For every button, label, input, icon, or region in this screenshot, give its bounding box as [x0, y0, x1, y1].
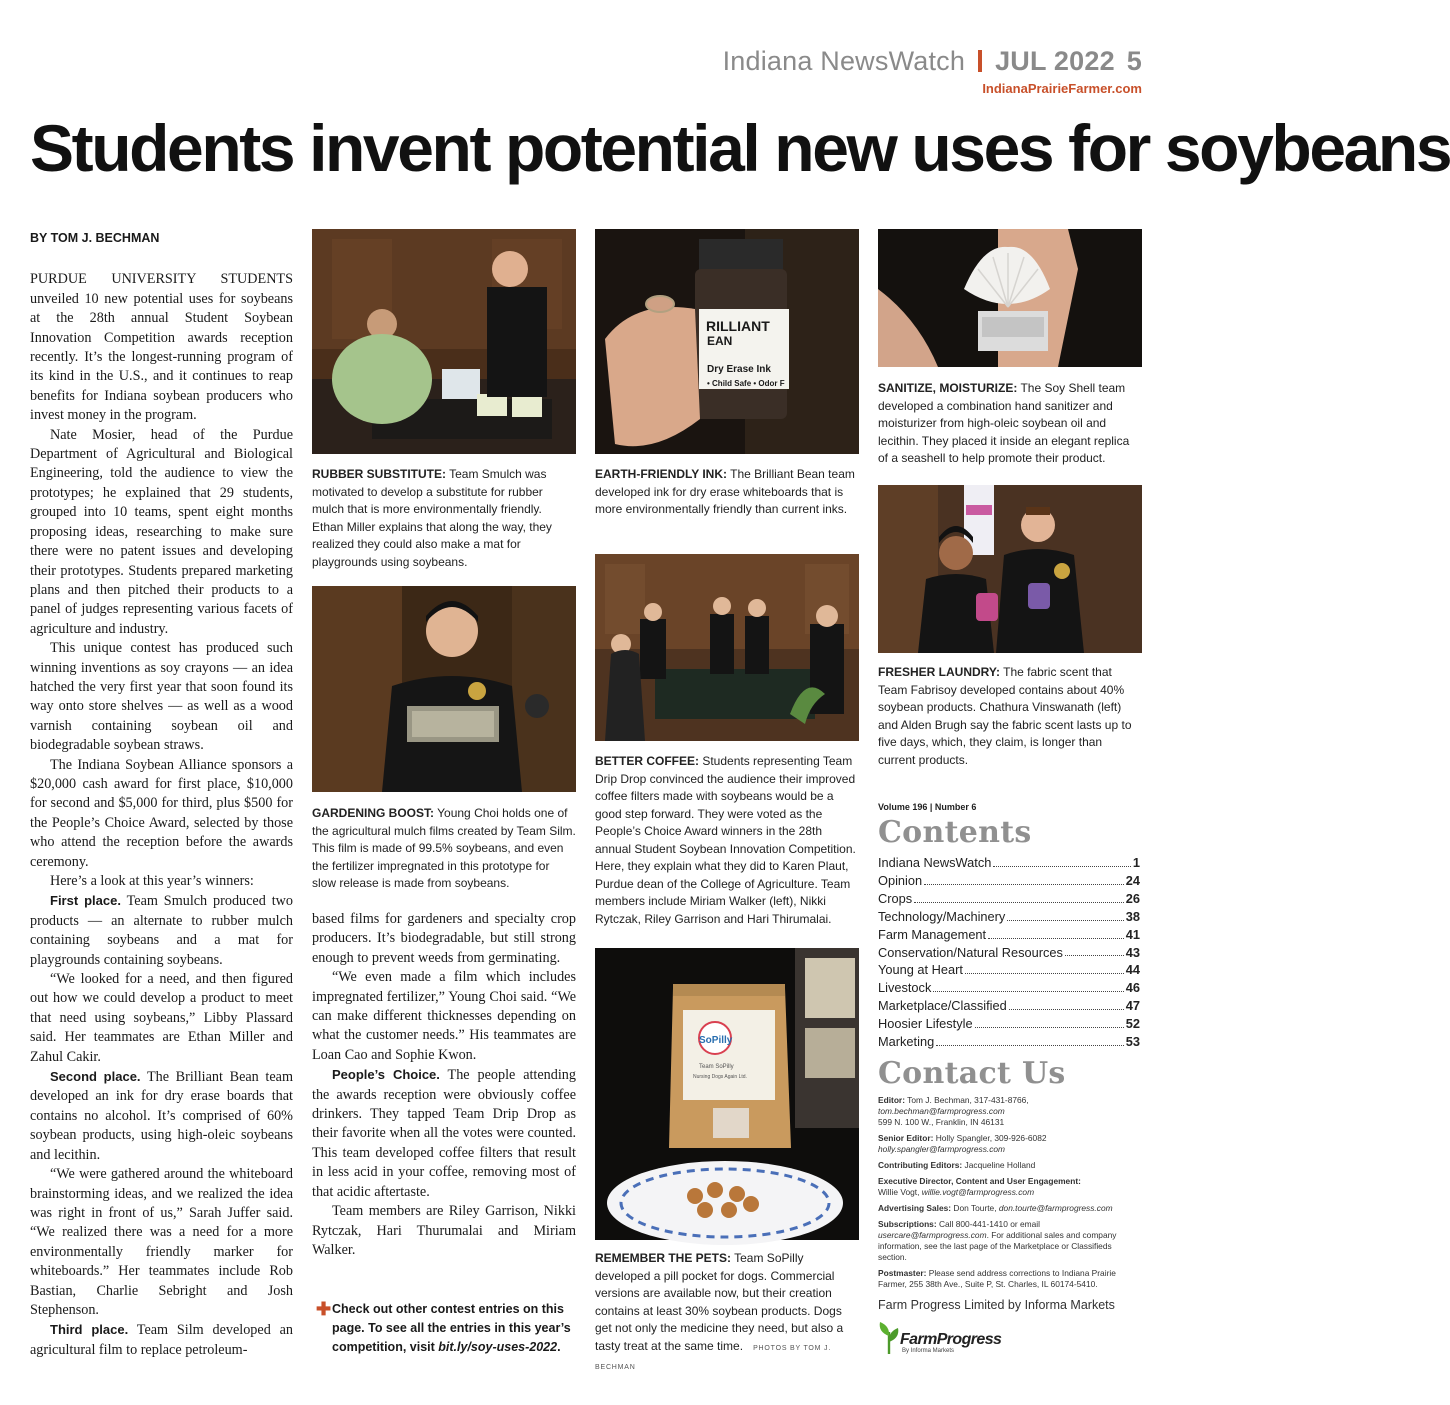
- table-of-contents: [878, 854, 1140, 1051]
- photo-better-coffee: [595, 554, 859, 741]
- article-paragraph: Third place. Team Silm developed an agricultural film to replace petroleum-: [30, 1322, 293, 1358]
- article-headline: Students invent potential new uses for soybeans: [30, 111, 1450, 185]
- contact-contributing: Contributing Editors: Jacqueline Holland: [878, 1159, 1036, 1170]
- bag-label-text-2: Nursing Dogs Again Ltd.: [693, 1074, 747, 1080]
- jar-label-brand: RILLIANT: [706, 318, 770, 334]
- toc-item[interactable]: Marketplace/Classified 47: [878, 998, 1140, 1014]
- executive-email[interactable]: willie.vogt@farmprogress.com: [921, 1186, 1035, 1197]
- photo-credit: PHOTOS BY TOM J. BECHMAN: [595, 1344, 832, 1371]
- contact-advertising: Advertising Sales: Don Tourte, don.tourte@farmprogress.com: [878, 1202, 1113, 1213]
- toc-item[interactable]: Farm Management 41: [878, 926, 1140, 942]
- advertising-email[interactable]: don.tourte@farmprogress.com: [998, 1202, 1113, 1213]
- site-link[interactable]: IndianaPrairieFarmer.com: [982, 81, 1142, 96]
- toc-item[interactable]: Conservation/Natural Resources 43: [878, 944, 1140, 960]
- farm-progress-logo: [878, 1320, 1140, 1354]
- editor-email[interactable]: tom.bechman@farmprogress.com: [878, 1105, 1005, 1116]
- masthead-separator: [978, 50, 982, 72]
- contact-postmaster: Postmaster: Please send address corrections to Indiana Prairie Farmer, 255 38th Ave., Suite P, St. Charles, IL 60174-5410.: [878, 1267, 1116, 1289]
- toc-item[interactable]: Technology/Machinery 38: [878, 908, 1140, 924]
- toc-item[interactable]: Indiana NewsWatch 1: [878, 855, 1140, 870]
- photo-remember-the-pets: [595, 948, 859, 1240]
- caption-rubber-substitute: RUBBER SUBSTITUTE: Team Smulch was motivated to develop a substitute for rubber mulch that is more environmentally friendly. Ethan Miller explains that along the way, they realized they could also make a mat for playgrounds using soybeans.: [312, 467, 552, 569]
- photo-gardening-boost: [312, 586, 576, 792]
- jar-label-brand-2: EAN: [707, 334, 733, 348]
- article-paragraph: PURDUE UNIVERSITY STUDENTS unveiled 10 new potential uses for soybeans at the 28th annual Student Soybean Innovation Competition awards reception recently. It’s the longest-running program of its kind in the U.S., and it continues to reap benefits for Indiana soybean producers who invest money in the program.: [30, 271, 293, 424]
- issue-date: JUL 2022: [995, 46, 1115, 76]
- jar-label-line-1: Dry Erase Ink: [707, 364, 771, 375]
- caption-remember-the-pets: REMEMBER THE PETS: Team SoPilly developed a pill pocket for dogs. Commercial versions are available now, but their creation contains at least 30% soybean products. Dogs get not only the medicine they need, but also a tasty treat at the same time. PHOTOS BY TOM J. BECHMAN: [595, 1251, 844, 1371]
- contest-callout: ✚ Check out other contest entries on this page. To see all the entries in this year’s competition, visit bit.ly/soy-uses-2022.: [316, 1299, 571, 1354]
- article-paragraph: Here’s a look at this year’s winners:: [50, 873, 254, 889]
- leaf-icon: [878, 1320, 900, 1354]
- farm-progress-wordmark: FarmProgress: [900, 1330, 1002, 1348]
- jar-label-line-2: • Child Safe • Odor F: [707, 379, 785, 388]
- photo-fresher-laundry: [878, 485, 1142, 653]
- toc-item[interactable]: Marketing 53: [878, 1034, 1140, 1050]
- contact-editor: Editor: Tom J. Bechman, 317-431-8766, tom.bechman@farmprogress.com 599 N. 100 W., Franklin, IN 46131: [878, 1094, 1029, 1127]
- page-number: 5: [1126, 46, 1142, 76]
- bag-label-text-1: Team SoPilly: [699, 1064, 734, 1070]
- article-paragraph: This unique contest has produced such winning inventions as soy crayons — an idea hatched the very first year that soon found its way onto store shelves — as well as a wood varnish containing soybean oil and biodegradable soybean straws.: [30, 640, 293, 754]
- plus-icon: ✚: [316, 1299, 332, 1319]
- photo-rubber-substitute: [312, 229, 576, 454]
- publisher-line: Farm Progress Limited by Informa Markets: [878, 1297, 1115, 1312]
- article-paragraph: “We even made a film which includes impregnated fertilizer,” Young Choi said. “We can make different thicknesses depending on what the customer needs.” His teammates are Loan Cao and Sophie Kwon.: [312, 969, 576, 1063]
- article-paragraph: Second place. The Brilliant Bean team developed an ink for dry erase boards that contains no alcohol. It’s comprised of 60% soybean products, using high-oleic soybeans and lecithin.: [30, 1069, 294, 1163]
- photo-earth-friendly-ink: [595, 229, 859, 454]
- article-paragraph: Nate Mosier, head of the Purdue Department of Agricultural and Biological Engineering, told the audience to view the prototypes; he explained that 29 students, grouped into 10 teams, spent eight months proposing ideas, researching to make sure there were no patent issues and developing their prototypes. Students prepared marketing plans and then pitched their products to a panel of judges representing various facets of agriculture and industry.: [30, 426, 293, 637]
- caption-fresher-laundry: FRESHER LAUNDRY: The fabric scent that Team Fabrisoy developed contains about 40% soybean products. Chathura Vinswanath (left) and Alden Brugh say the fabric scent lasts up to five days, which, they claim, is longer than current products.: [878, 665, 1132, 767]
- article-paragraph: based films for gardeners and specialty crop producers. It’s biodegradable, but still strong enough to prevent weeds from germinating.: [312, 911, 576, 966]
- caption-gardening-boost: GARDENING BOOST: Young Choi holds one of the agricultural mulch films created by Team Silm. This film is made of 99.5% soybeans, and even the fertilizer impregnated in this prototype for slow release is made from soybeans.: [312, 806, 576, 890]
- article-paragraph: First place. Team Smulch produced two products — an alternate to rubber mulch containing soybeans and a mat for playgrounds containing soybeans.: [30, 893, 293, 968]
- article-column-1: [30, 229, 293, 1360]
- toc-item[interactable]: Opinion 24: [878, 872, 1140, 888]
- byline: BY TOM J. BECHMAN: [30, 231, 160, 245]
- farm-progress-subline: By Informa Markets: [902, 1347, 955, 1354]
- article-paragraph: “We looked for a need, and then figured out how we could develop a product to meet that need using soybeans,” Libby Plassard said. Her teammates are Ethan Miller and Zahul Cakir.: [30, 971, 293, 1065]
- caption-earth-friendly-ink: EARTH-FRIENDLY INK: The Brilliant Bean team developed ink for dry erase whiteboards that is more environmentally friendly than current inks.: [595, 467, 855, 516]
- caption-sanitize-moisturize: SANITIZE, MOISTURIZE: The Soy Shell team developed a combination hand sanitizer and moisturizer from high-oleic soybean oil and lecithin. They placed it inside an elegant replica of a seashell to help promote their product.: [878, 381, 1130, 465]
- caption-better-coffee: BETTER COFFEE: Students representing Team Drip Drop convinced the audience their improved coffee filters made with soybeans would be a good step forward. They were voted as the People’s Choice Award winners in the 28th annual Student Soybean Innovation Competition. Here, they explain what they did to Karen Plaut, Purdue dean of the College of Agriculture. Team members include Miriam Walker (left), Nikki Rytczak, Riley Garrison and Hari Thirumalai.: [595, 754, 856, 926]
- contact-subscriptions: Subscriptions: Call 800-441-1410 or email usercare@farmprogress.com. For additional sales and company information, see the last page of the Marketplace or Classifieds section.: [878, 1218, 1117, 1262]
- contact-senior-editor: Senior Editor: Holly Spangler, 309-926-6082 holly.spangler@farmprogress.com: [878, 1132, 1047, 1154]
- article-paragraph: The Indiana Soybean Alliance sponsors a $20,000 cash award for first place, $10,000 for second and $5,000 for third, plus $500 for the People’s Choice Award, selected by those who attend the reception before the awards ceremony.: [30, 756, 293, 870]
- contents-heading: Contents: [878, 815, 1032, 850]
- contact-heading: Contact Us: [878, 1055, 1066, 1091]
- contents-sidebar: [878, 802, 1140, 1354]
- article-paragraph: Team members are Riley Garrison, Nikki Rytczak, Hari Thurumalai and Miriam Walker.: [312, 1203, 576, 1258]
- article-paragraph: People’s Choice. The people attending the awards reception were obviously coffee drinkers. They tapped Team Drip Drop as their favorite when all the votes were counted. This team developed coffee filters that result in less acid in your coffee, removing most of that acidic aftertaste.: [312, 1067, 576, 1200]
- subscriptions-email[interactable]: usercare@farmprogress.com: [878, 1229, 987, 1240]
- contact-list: [878, 1095, 1140, 1290]
- toc-item[interactable]: Hoosier Lifestyle 52: [878, 1016, 1140, 1032]
- photo-sanitize-moisturize: [878, 229, 1142, 367]
- toc-item[interactable]: Young at Heart 44: [878, 962, 1140, 978]
- section-name: Indiana NewsWatch: [722, 46, 966, 76]
- contact-executive: Executive Director, Content and User Engagement: Willie Vogt, willie.vogt@farmprogress.com: [878, 1175, 1081, 1197]
- contest-link[interactable]: bit.ly/soy-uses-2022: [438, 1340, 558, 1354]
- volume-number: Volume 196 | Number 6: [878, 802, 977, 812]
- masthead: [723, 46, 1142, 96]
- article-column-2: [312, 910, 576, 1260]
- toc-item[interactable]: Crops 26: [878, 890, 1140, 906]
- article-paragraph: “We were gathered around the whiteboard brainstorming ideas, and we realized the idea was right in front of us,” Sarah Juffer said. “We realized there was a need for a more environmentally friendly marker for whiteboards.” Her teammates include Rob Bastian, Charlie Sebright and Josh Stephenson.: [30, 1166, 293, 1318]
- senior-editor-email[interactable]: holly.spangler@farmprogress.com: [878, 1143, 1006, 1154]
- toc-item[interactable]: Livestock 46: [878, 980, 1140, 996]
- bag-label-logo: SoPilly: [699, 1035, 733, 1046]
